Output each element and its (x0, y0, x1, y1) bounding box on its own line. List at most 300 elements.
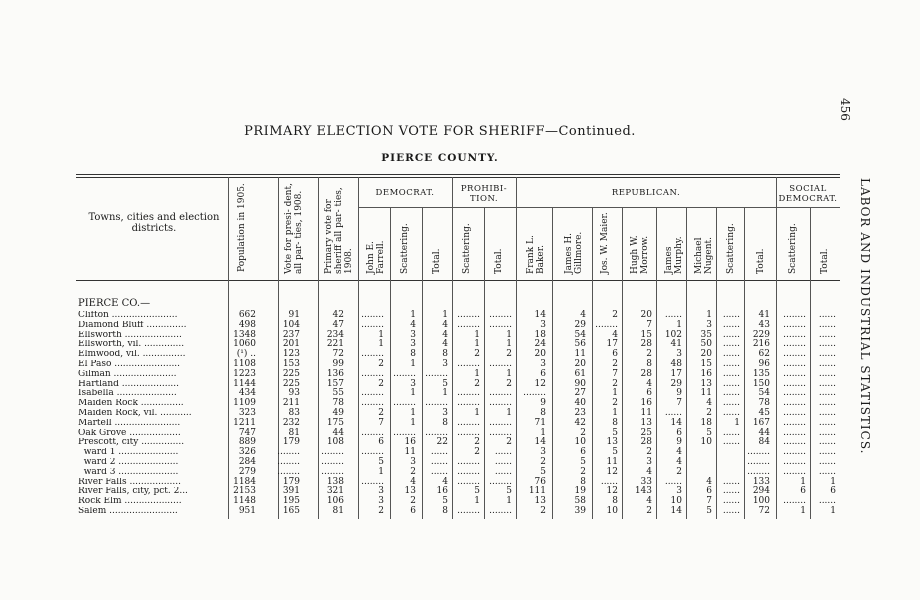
table-cell: 8 (612, 496, 618, 507)
table-cell: ........ (457, 319, 480, 330)
table-cell: 29 (670, 378, 682, 389)
table-cell: ........ (783, 437, 806, 448)
table-cell: 41 (758, 310, 770, 320)
table-cell: 5 (612, 427, 618, 438)
table-cell: 96 (758, 359, 770, 369)
table-cell: 2 (580, 427, 586, 438)
cand-header: Total. (756, 248, 766, 274)
table-cell: 323 (238, 408, 256, 418)
table-cell: 5 (506, 486, 512, 497)
table-cell: 2 (474, 378, 480, 389)
table-cell: ........ (783, 398, 806, 409)
table-cell: 2 (612, 378, 618, 389)
table-cell: 1 (410, 417, 416, 428)
table-cell: ........ (783, 339, 806, 350)
table-cell: 2 (676, 466, 682, 477)
table-cell: 1109 (233, 398, 256, 409)
table-cell: ...... (722, 310, 740, 320)
group-prohibition: PROHIBI- TION. (460, 184, 508, 204)
table-cell: 8 (410, 349, 416, 360)
table-cell: 8 (580, 476, 586, 487)
table-cell: 8 (442, 349, 448, 360)
table-cell: 18 (700, 417, 712, 428)
table-cell: 157 (326, 378, 344, 389)
table-cell: 1 (474, 339, 480, 350)
table-cell: ........ (489, 310, 512, 320)
table-cell: 83 (288, 408, 300, 418)
table-cell: 29 (574, 319, 586, 330)
table-cell: ...... (600, 476, 618, 487)
table-cell: 1 (540, 427, 546, 438)
row-name: River Falls, city, pct. 2... (78, 487, 188, 497)
row-name: Gilman ...................... (78, 369, 177, 379)
row-name: Salem ........................ (78, 507, 178, 516)
table-cell: 100 (752, 496, 770, 507)
table-cell: 1148 (233, 496, 256, 507)
table-cell: ...... (818, 310, 836, 320)
row-name: Diamond Bluff .............. (78, 320, 187, 330)
table-cell: 225 (282, 378, 300, 389)
table-cell: 99 (332, 359, 344, 369)
cand-header: Jos. W. Maier. (600, 212, 610, 274)
presidential-vote-header: Vote for presi- dent, all par- ties, 1908. (284, 183, 304, 274)
table-cell: 5 (540, 466, 546, 477)
table-cell: ...... (818, 368, 836, 379)
table-cell: 1144 (233, 378, 256, 389)
table-cell: ...... (818, 427, 836, 438)
table-cell: 326 (238, 447, 256, 458)
table-cell: ...... (722, 496, 740, 507)
table-cell: ........ (361, 398, 384, 409)
cand-header: Frank L. Baker. (526, 235, 546, 274)
table-cell: ........ (361, 427, 384, 438)
row-name: El Paso ....................... (78, 360, 181, 369)
table-cell: ...... (722, 437, 740, 448)
table-cell: 229 (752, 329, 770, 340)
table-cell: 2 (612, 359, 618, 369)
table-cell: ........ (425, 398, 448, 409)
table-cell: 2 (474, 437, 480, 448)
table-cell: 201 (282, 339, 300, 350)
table-cell: 56 (574, 339, 586, 350)
table-cell: 216 (752, 339, 770, 350)
table-cell: ........ (457, 359, 480, 369)
table-cell: 91 (288, 310, 300, 320)
table-cell: 3 (410, 339, 416, 350)
table-cell: ...... (722, 368, 740, 379)
table-cell: 39 (574, 506, 586, 516)
table-cell: 6 (646, 388, 652, 399)
table-cell: ........ (489, 359, 512, 369)
table-cell: 106 (326, 496, 344, 507)
table-cell: 6 (830, 486, 836, 497)
table-cell: ........ (457, 427, 480, 438)
table-cell: ...... (722, 476, 740, 487)
table-cell: 15 (640, 329, 652, 340)
table-cell: ........ (321, 457, 344, 467)
table-cell: 662 (238, 310, 256, 320)
table-cell: ........ (393, 368, 416, 379)
table-cell: ...... (818, 466, 836, 477)
table-cell: ...... (722, 329, 740, 340)
table-cell: 1184 (233, 476, 256, 487)
table-cell: 61 (574, 368, 586, 379)
table-cell: 5 (580, 457, 586, 467)
table-cell: ........ (783, 329, 806, 340)
table-cell: 62 (758, 349, 770, 360)
table-cell: 2 (410, 496, 416, 507)
table-cell: ........ (489, 398, 512, 409)
row-name: Isabella ..................... (78, 389, 177, 399)
table-cell: 5 (706, 506, 712, 516)
table-cell: 9 (676, 388, 682, 399)
table-cell: 1 (706, 310, 712, 320)
table-cell: 4 (580, 310, 586, 320)
table-cell: ...... (818, 319, 836, 330)
table-cell: 7 (646, 319, 652, 330)
table-cell: 2 (378, 506, 384, 516)
table-cell: 1 (442, 310, 448, 320)
primary-vote-header: Primary vote for sheriff all par- ties, 1908. (324, 187, 354, 274)
table-cell: ........ (277, 447, 300, 458)
table-cell: 14 (534, 310, 546, 320)
table-cell: 2 (474, 447, 480, 458)
table-cell: ........ (783, 427, 806, 438)
table-cell: 3 (410, 329, 416, 340)
table-cell: 16 (404, 437, 416, 448)
table-cell: 14 (670, 506, 682, 516)
table-cell: ...... (664, 408, 682, 418)
table-cell: 2 (646, 506, 652, 516)
table-cell: 10 (574, 437, 586, 448)
table-cell: ........ (457, 466, 480, 477)
table-cell: 150 (752, 378, 770, 389)
table-cell: 2153 (233, 486, 256, 497)
table-cell: ........ (783, 466, 806, 477)
table-cell: 2 (474, 349, 480, 360)
table-cell: ...... (722, 408, 740, 418)
table-cell: ...... (494, 457, 512, 467)
table-cell: ........ (783, 447, 806, 458)
table-cell: 6 (800, 486, 806, 497)
table-cell: 1 (410, 310, 416, 320)
table-cell: 4 (442, 339, 448, 350)
table-cell: ...... (664, 310, 682, 320)
table-cell: 1 (830, 476, 836, 487)
table-cell: 5 (474, 486, 480, 497)
table-cell: 4 (676, 447, 682, 458)
table-cell: ........ (393, 427, 416, 438)
table-cell: ...... (818, 408, 836, 418)
table-cell: 4 (706, 398, 712, 409)
table-cell: 44 (332, 427, 344, 438)
table-cell: ...... (722, 486, 740, 497)
table-cell: 13 (534, 496, 546, 507)
group-social-democrat: SOCIAL DEMOCRAT. (778, 184, 838, 204)
table-cell: 24 (534, 339, 546, 350)
table-cell: 23 (574, 408, 586, 418)
table-cell: ........ (783, 408, 806, 418)
table-cell: ........ (361, 476, 384, 487)
table-cell: 102 (664, 329, 682, 340)
header-bottom-rule (76, 280, 840, 281)
table-cell: 8 (540, 408, 546, 418)
table-cell: 4 (646, 378, 652, 389)
table-cell: 28 (640, 368, 652, 379)
table-cell: 167 (752, 417, 770, 428)
table-cell: 7 (676, 398, 682, 409)
table-cell: ...... (818, 457, 836, 467)
table-cell: 78 (758, 398, 770, 409)
table-cell: 8 (646, 359, 652, 369)
table-cell: 2 (506, 378, 512, 389)
table-cell: 1 (378, 466, 384, 477)
table-cell: ...... (818, 398, 836, 409)
table-cell: ........ (783, 319, 806, 330)
table-cell: 321 (326, 486, 344, 497)
democrat-group-rule (358, 207, 452, 208)
table-cell: 27 (574, 388, 586, 399)
table-cell: 84 (758, 437, 770, 448)
table-cell: 11 (606, 457, 618, 467)
cand-header: Scattering. (400, 223, 410, 274)
table-cell: 14 (670, 417, 682, 428)
row-name: ward 3 ..................... (78, 467, 179, 477)
table-cell: ........ (457, 388, 480, 399)
table-cell: 165 (282, 506, 300, 516)
table-cell: 138 (326, 476, 344, 487)
table-cell: 22 (436, 437, 448, 448)
table-cell: 2 (706, 408, 712, 418)
social-group-rule (776, 207, 840, 208)
table-cell: 2 (506, 437, 512, 448)
table-cell: 3 (378, 496, 384, 507)
table-cell: 16 (700, 368, 712, 379)
table-cell: 6 (540, 368, 546, 379)
table-cell: 2 (646, 349, 652, 360)
table-cell: 13 (640, 417, 652, 428)
table-cell: 3 (646, 457, 652, 467)
table-cell: ...... (494, 466, 512, 477)
table-cell: ........ (457, 310, 480, 320)
table-cell: (¹) .. (236, 349, 256, 360)
table-cell: 1 (506, 368, 512, 379)
table-cell: 951 (238, 506, 256, 516)
table-cell: 93 (288, 388, 300, 399)
table-cell: 1 (506, 496, 512, 507)
cand-header: John E. Farrell. (366, 240, 386, 274)
table-cell: 3 (676, 349, 682, 360)
table-cell: 6 (706, 486, 712, 497)
table-cell: 1 (506, 329, 512, 340)
table-cell: 1 (410, 359, 416, 369)
table-cell: 179 (282, 437, 300, 448)
table-cell: 28 (640, 437, 652, 448)
cand-header: Michael Nugent. (694, 236, 714, 274)
table-cell: 11 (404, 447, 416, 458)
table-cell: ........ (783, 368, 806, 379)
county-heading: PIERCE COUNTY. (381, 152, 499, 164)
table-cell: 391 (282, 486, 300, 497)
row-name: Hartland .................... (78, 379, 180, 389)
table-cell: 18 (534, 329, 546, 340)
table-cell: 3 (378, 486, 384, 497)
table-cell: ...... (818, 329, 836, 340)
table-cell: 747 (238, 427, 256, 438)
table-cell: 4 (612, 329, 618, 340)
table-cell: ........ (489, 427, 512, 438)
table-cell: 179 (282, 476, 300, 487)
table-cell: 90 (574, 378, 586, 389)
table-cell: 71 (534, 417, 546, 428)
table-cell: 41 (670, 339, 682, 350)
table-cell: ........ (361, 319, 384, 330)
table-cell: 1 (378, 329, 384, 340)
table-cell: 6 (410, 506, 416, 516)
table-cell: ........ (393, 398, 416, 409)
table-cell: 16 (640, 398, 652, 409)
table-cell: 5 (442, 496, 448, 507)
table-cell: 2 (540, 506, 546, 516)
table-cell: 1348 (233, 329, 256, 340)
table-cell: 3 (410, 457, 416, 467)
table-cell: 20 (534, 349, 546, 360)
table-cell: 6 (612, 349, 618, 360)
table-cell: 3 (676, 486, 682, 497)
table-cell: 42 (332, 310, 344, 320)
table-cell: ...... (818, 388, 836, 399)
table-cell: 1 (378, 339, 384, 350)
table-cell: 5 (442, 378, 448, 389)
table-cell: 81 (332, 506, 344, 516)
table-cell: ...... (818, 378, 836, 389)
table-cell: 195 (282, 496, 300, 507)
table-cell: ........ (489, 388, 512, 399)
table-cell: 81 (288, 427, 300, 438)
table-top-rule (76, 174, 840, 175)
table-cell: 10 (670, 496, 682, 507)
table-cell: ........ (457, 417, 480, 428)
table-cell: 1 (410, 408, 416, 418)
table-cell: 1 (506, 339, 512, 350)
table-cell: 111 (528, 486, 546, 497)
table-cell: ........ (783, 349, 806, 360)
towns-column-header: Towns, cities and election districts. (88, 212, 220, 234)
table-cell: 1 (676, 319, 682, 330)
group-republican: REPUBLICAN. (611, 188, 681, 198)
table-cell: 20 (640, 310, 652, 320)
table-cell: 1108 (233, 359, 256, 369)
table-cell: 13 (606, 437, 618, 448)
table-cell: ...... (818, 437, 836, 448)
table-cell: 2 (378, 408, 384, 418)
table-cell: ........ (361, 349, 384, 360)
table-cell: 3 (442, 359, 448, 369)
table-cell: 49 (332, 408, 344, 418)
table-cell: 3 (540, 359, 546, 369)
table-cell: ...... (818, 447, 836, 458)
table-cell: ...... (722, 349, 740, 360)
table-cell: 221 (326, 339, 344, 350)
table-cell: 7 (378, 417, 384, 428)
row-name: River Falls .................. (78, 477, 181, 487)
table-cell: 1 (474, 368, 480, 379)
table-cell: ...... (494, 447, 512, 458)
table-cell: ........ (361, 310, 384, 320)
population-header: Population in 1905. (237, 183, 247, 272)
table-cell: ........ (747, 447, 770, 458)
table-cell: 1 (800, 476, 806, 487)
table-cell: ........ (457, 457, 480, 467)
row-name: Ellsworth .................... (78, 330, 182, 340)
county-section-label: PIERCE CO.— (78, 298, 151, 309)
table-cell: 44 (758, 427, 770, 438)
table-cell: ........ (783, 359, 806, 369)
table-cell: 13 (404, 486, 416, 497)
table-cell: 133 (752, 476, 770, 487)
table-cell: 6 (580, 447, 586, 458)
table-cell: 55 (332, 388, 344, 399)
row-name: Maiden Rock ............... (78, 399, 184, 409)
table-cell: 17 (670, 368, 682, 379)
cand-header: Total. (820, 248, 830, 274)
table-top-rule-2 (76, 177, 840, 178)
row-name: Prescott, city ............... (78, 438, 185, 448)
table-cell: ........ (783, 388, 806, 399)
table-cell: ...... (722, 339, 740, 350)
table-cell: ...... (722, 378, 740, 389)
table-cell: 20 (700, 349, 712, 360)
table-cell: 2 (580, 466, 586, 477)
table-cell: 5 (612, 447, 618, 458)
page-number: 456 (838, 98, 852, 121)
table-cell: ........ (361, 368, 384, 379)
table-cell: 284 (238, 457, 256, 467)
table-cell: 54 (758, 388, 770, 399)
table-cell: 3 (410, 378, 416, 389)
table-cell: 5 (378, 457, 384, 467)
table-cell: 1 (474, 496, 480, 507)
table-cell: 104 (282, 319, 300, 330)
cand-header: Total. (432, 248, 442, 274)
table-cell: 211 (282, 398, 300, 409)
table-cell: ........ (783, 378, 806, 389)
table-cell: 2 (612, 398, 618, 409)
table-cell: ...... (722, 427, 740, 438)
table-cell: 16 (436, 486, 448, 497)
table-cell: 4 (442, 319, 448, 330)
table-cell: ........ (783, 310, 806, 320)
table-cell: 12 (606, 486, 618, 497)
table-cell: 2 (410, 466, 416, 477)
table-cell: ........ (457, 398, 480, 409)
cand-header: Hugh W. Morrow. (630, 235, 650, 274)
table-cell: ...... (818, 359, 836, 369)
table-cell: 10 (700, 437, 712, 448)
table-cell: 108 (326, 437, 344, 448)
table-cell: 1 (612, 388, 618, 399)
row-name: ward 1 ..................... (78, 448, 179, 458)
table-cell: ...... (818, 417, 836, 428)
table-cell: 232 (282, 417, 300, 428)
row-name: Elmwood, vil. ............... (78, 350, 186, 360)
table-cell: ........ (489, 506, 512, 516)
table-cell: ...... (722, 388, 740, 399)
table-cell: ........ (783, 457, 806, 467)
table-cell: 50 (700, 339, 712, 350)
table-cell: 434 (238, 388, 256, 399)
table-cell: ........ (595, 319, 618, 330)
